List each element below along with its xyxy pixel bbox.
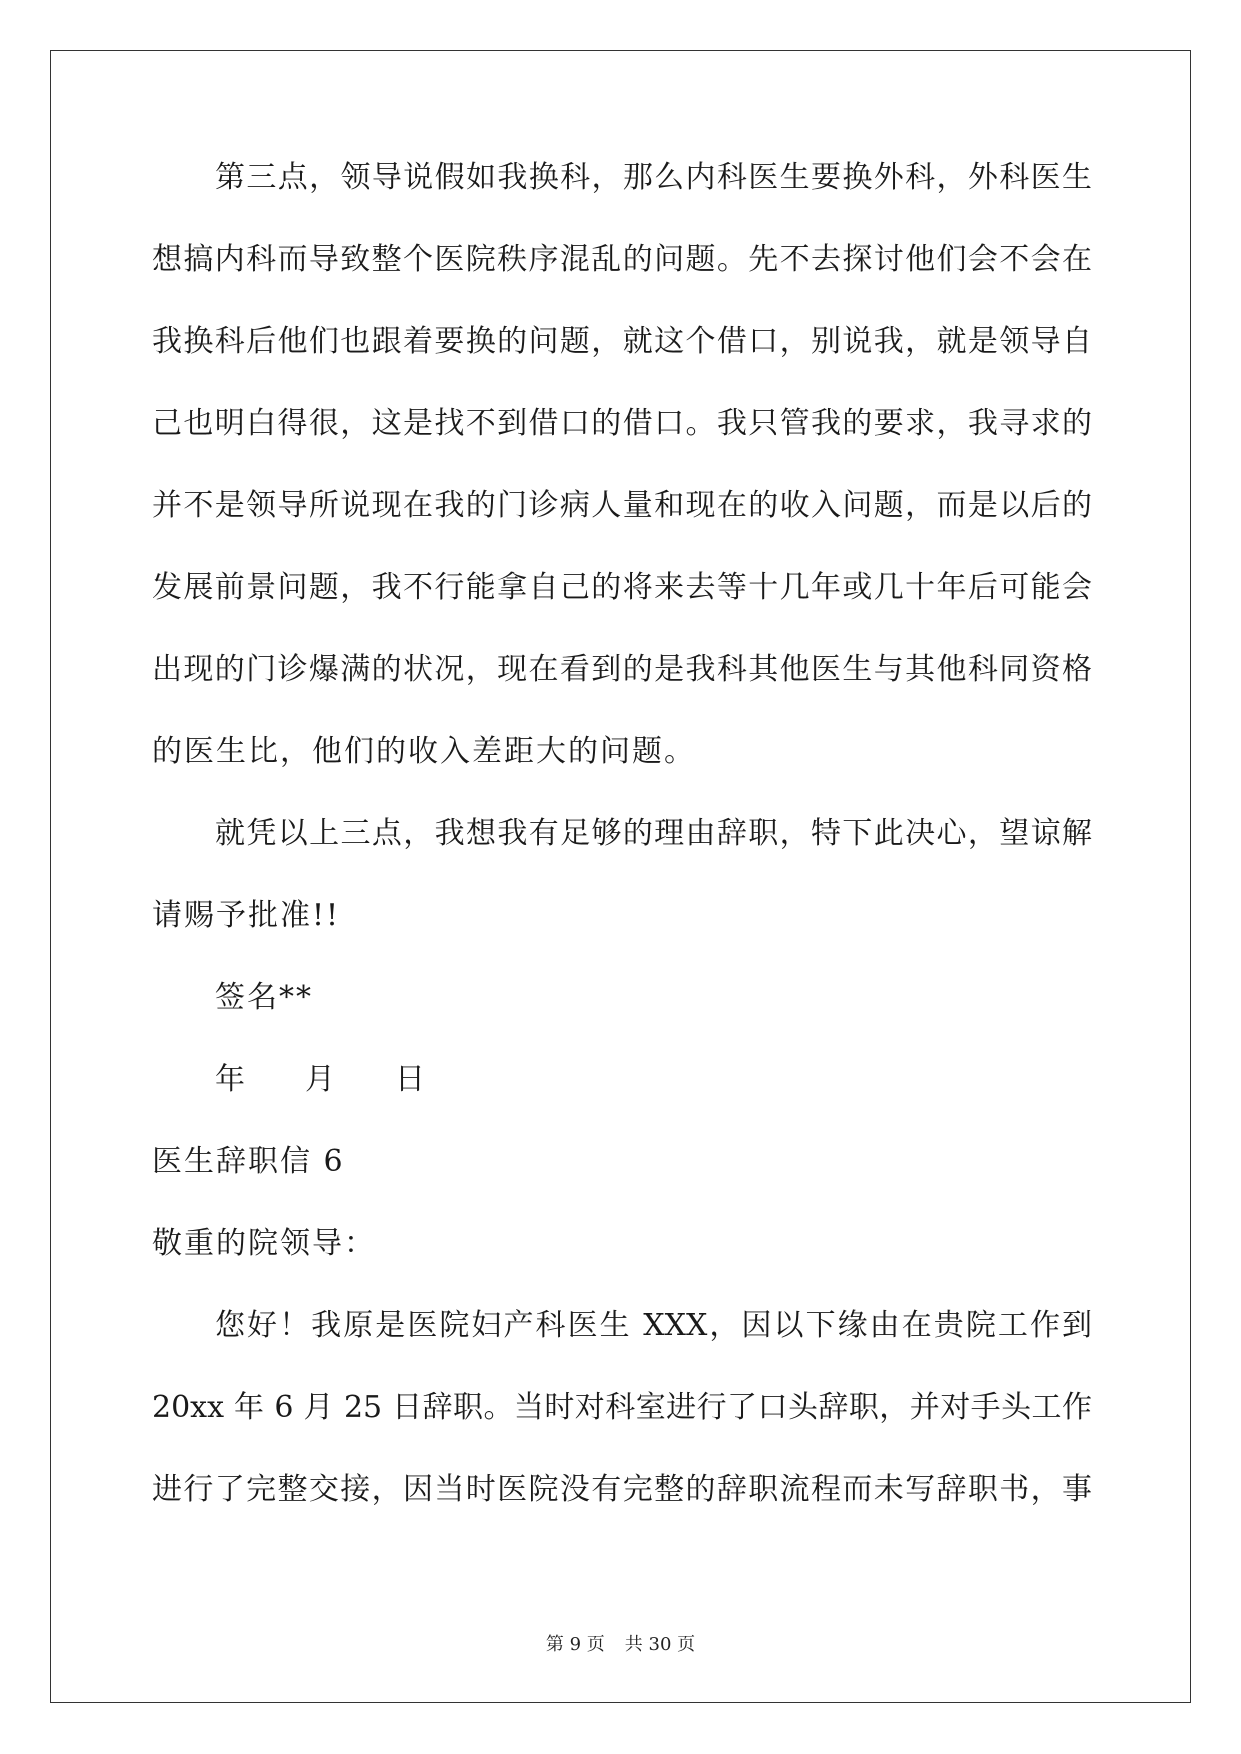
page-number: 第 9 页	[545, 1634, 605, 1655]
paragraph-line: 进行了完整交接，因当时医院没有完整的辞职流程而未写辞职书，事	[152, 1472, 1092, 1507]
paragraph-line: 请赐予批准!!	[152, 898, 341, 933]
paragraph-line: 发展前景问题，我不行能拿自己的将来去等十几年或几十年后可能会	[152, 570, 1092, 605]
paragraph-line: 出现的门诊爆满的状况，现在看到的是我科其他医生与其他科同资格	[152, 652, 1092, 687]
paragraph-line: 第三点，领导说假如我换科，那么内科医生要换外科，外科医生	[215, 160, 1092, 195]
page-footer	[0, 1630, 1241, 1656]
document-body	[152, 160, 1092, 1557]
page-total: 共 30 页	[624, 1634, 696, 1655]
date-day: 日	[395, 1062, 427, 1097]
salutation: 敬重的院领导：	[152, 1226, 376, 1261]
date-year: 年	[215, 1062, 247, 1097]
signature-line: 签名**	[215, 980, 313, 1015]
paragraph-line: 就凭以上三点，我想我有足够的理由辞职，特下此决心，望谅解	[215, 816, 1092, 851]
paragraph-line: 您好！我原是医院妇产科医生 XXX，因以下缘由在贵院工作到	[215, 1308, 1092, 1343]
date-line	[152, 1062, 1092, 1097]
paragraph-line: 的医生比，他们的收入差距大的问题。	[152, 734, 696, 769]
date-month: 月	[305, 1062, 337, 1097]
paragraph-line: 我换科后他们也跟着要换的问题，就这个借口，别说我，就是领导自	[152, 324, 1092, 359]
paragraph-line: 己也明白得很，这是找不到借口的借口。我只管我的要求，我寻求的	[152, 406, 1092, 441]
paragraph-line: 想搞内科而导致整个医院秩序混乱的问题。先不去探讨他们会不会在	[152, 242, 1092, 277]
letter-heading: 医生辞职信 6	[152, 1144, 345, 1179]
paragraph-line: 20xx 年 6 月 25 日辞职。当时对科室进行了口头辞职，并对手头工作	[152, 1390, 1092, 1425]
paragraph-line: 并不是领导所说现在我的门诊病人量和现在的收入问题，而是以后的	[152, 488, 1092, 523]
